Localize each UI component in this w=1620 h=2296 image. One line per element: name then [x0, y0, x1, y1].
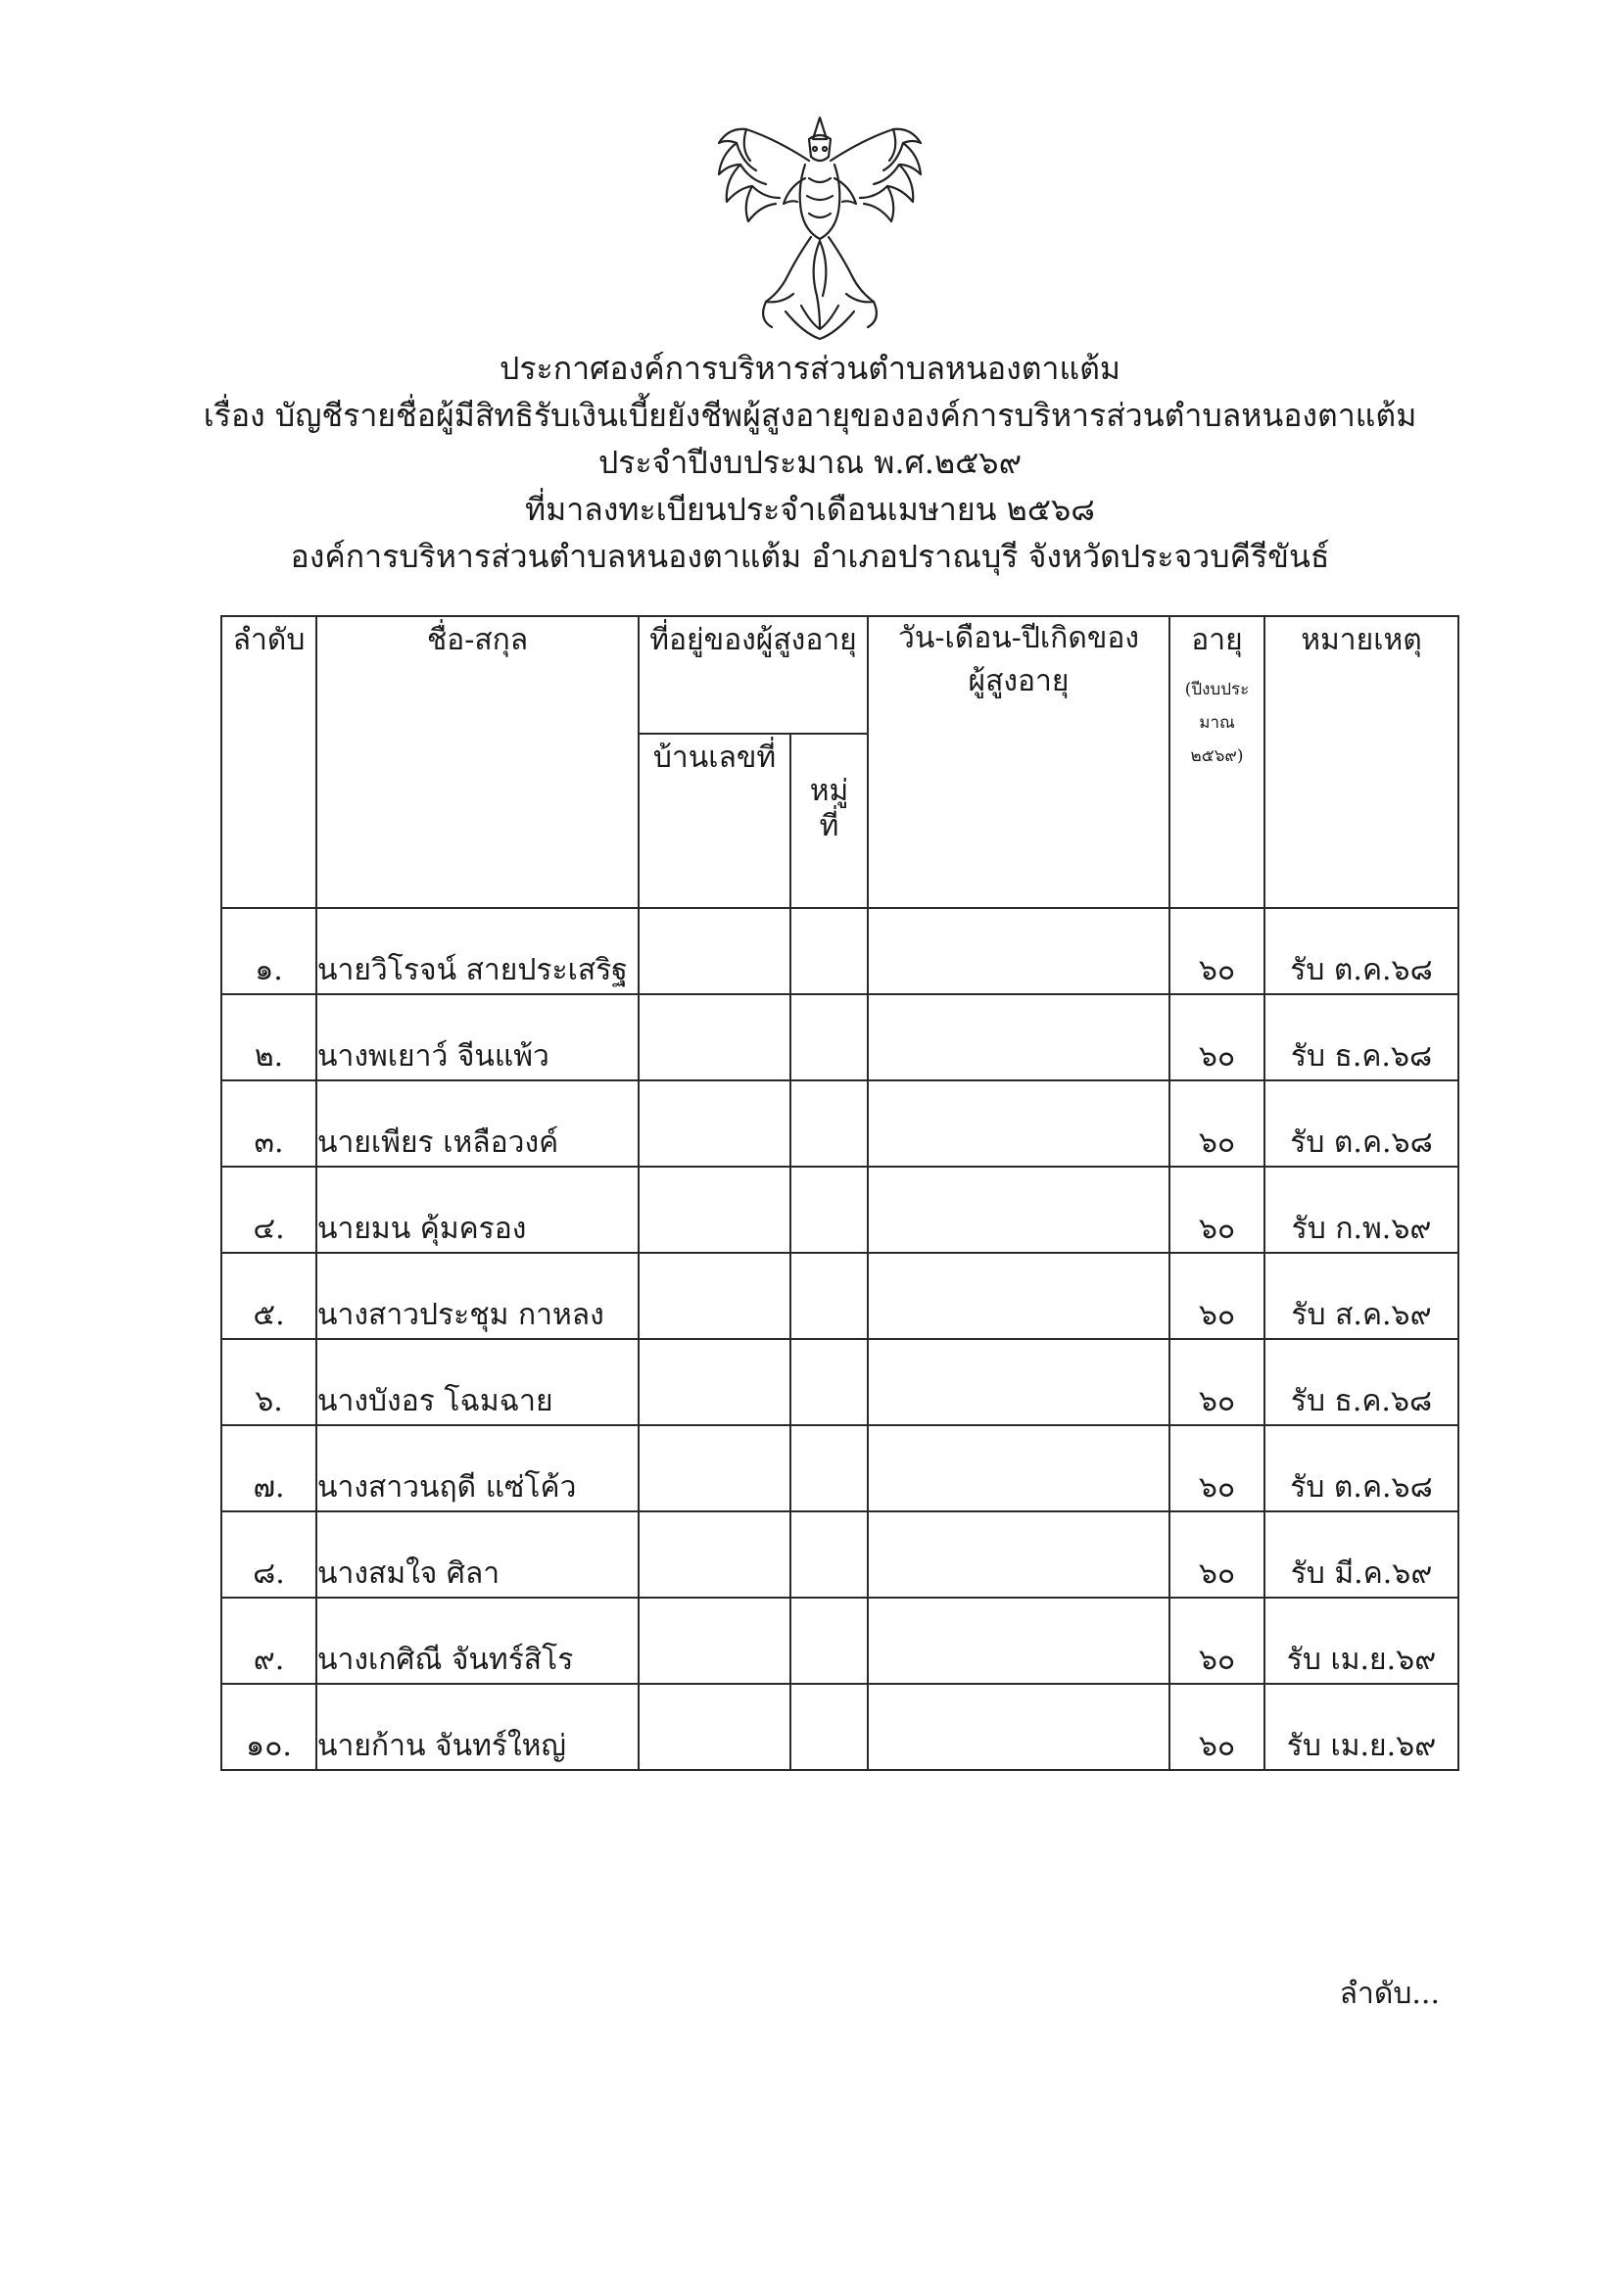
header-age-hint-3: ๒๕๖๙) [1190, 746, 1244, 766]
cell-name: นางสาวนฤดี แซ่โค้ว [316, 1425, 639, 1511]
cell-name: นางสาวประชุม กาหลง [316, 1253, 639, 1339]
cell-house-no [639, 1425, 790, 1511]
cell-note: รับ เม.ย.๖๙ [1264, 1684, 1458, 1770]
cell-birthdate [868, 1425, 1169, 1511]
cell-birthdate [868, 1511, 1169, 1598]
cell-note: รับ ก.พ.๖๙ [1264, 1167, 1458, 1253]
table-row [221, 1511, 1458, 1598]
cell-moo [790, 994, 868, 1080]
cell-house-no [639, 994, 790, 1080]
garuda-emblem [707, 110, 932, 345]
cell-name: นางพเยาว์ จีนแพ้ว [316, 994, 639, 1080]
cell-birthdate [868, 1253, 1169, 1339]
cell-birthdate [868, 1167, 1169, 1253]
header-age [1169, 616, 1264, 908]
cell-house-no [639, 1080, 790, 1167]
cell-age: ๖๐ [1169, 1339, 1264, 1425]
cell-seq: ๖. [221, 1339, 316, 1425]
cell-age: ๖๐ [1169, 1167, 1264, 1253]
table-row [221, 1080, 1458, 1167]
header-age-label: อายุ [1191, 623, 1243, 657]
cell-moo [790, 1684, 868, 1770]
heading-line-4: ที่มาลงทะเบียนประจำเดือนเมษายน ๒๕๖๘ [525, 491, 1095, 528]
header-age-hint-1: (ปีงบประ [1184, 680, 1250, 699]
table-row [221, 1684, 1458, 1770]
cell-house-no [639, 1253, 790, 1339]
cell-seq: ๗. [221, 1425, 316, 1511]
cell-note: รับ ต.ค.๖๘ [1264, 1425, 1458, 1511]
cell-house-no [639, 1339, 790, 1425]
cell-note: รับ ธ.ค.๖๘ [1264, 1339, 1458, 1425]
cell-age: ๖๐ [1169, 1684, 1264, 1770]
table-row [221, 1339, 1458, 1425]
table-row [221, 1253, 1458, 1339]
cell-name: นางบังอร โฉมฉาย [316, 1339, 639, 1425]
cell-note: รับ ส.ค.๖๙ [1264, 1253, 1458, 1339]
cell-birthdate [868, 1080, 1169, 1167]
cell-moo [790, 1598, 868, 1684]
cell-seq: ๕. [221, 1253, 316, 1339]
cell-house-no [639, 1598, 790, 1684]
cell-moo [790, 1511, 868, 1598]
cell-age: ๖๐ [1169, 1253, 1264, 1339]
cell-name: นายมน คุ้มครอง [316, 1167, 639, 1253]
cell-house-no [639, 1511, 790, 1598]
heading-line-5: องค์การบริหารส่วนตำบลหนองตาแต้ม อำเภอปราณบุรี จังหวัดประจวบคีรีขันธ์ [290, 538, 1330, 575]
cell-name: นางสมใจ ศิลา [316, 1511, 639, 1598]
cell-moo [790, 908, 868, 994]
cell-birthdate [868, 1339, 1169, 1425]
table-row [221, 994, 1458, 1080]
header-age-hint-2: มาณ [1199, 713, 1235, 733]
cell-seq: ๒. [221, 994, 316, 1080]
cell-seq: ๘. [221, 1511, 316, 1598]
header-note: หมายเหตุ [1264, 616, 1458, 908]
header-moo-line-1: หมู่ [809, 774, 849, 808]
header-moo [790, 734, 868, 908]
header-seq: ลำดับ [221, 616, 316, 908]
cell-moo [790, 1167, 868, 1253]
cell-age: ๖๐ [1169, 1598, 1264, 1684]
cell-moo [790, 1253, 868, 1339]
cell-age: ๖๐ [1169, 1511, 1264, 1598]
cell-age: ๖๐ [1169, 994, 1264, 1080]
cell-age: ๖๐ [1169, 1425, 1264, 1511]
table-row [221, 908, 1458, 994]
cell-name: นายเพียร เหลือวงค์ [316, 1080, 639, 1167]
cell-seq: ๔. [221, 1167, 316, 1253]
heading-line-1: ประกาศองค์การบริหารส่วนตำบลหนองตาแต้ม [500, 350, 1120, 387]
cell-note: รับ มี.ค.๖๙ [1264, 1511, 1458, 1598]
cell-house-no [639, 1167, 790, 1253]
cell-house-no [639, 908, 790, 994]
header-name: ชื่อ-สกุล [316, 616, 639, 908]
cell-note: รับ ต.ค.๖๘ [1264, 908, 1458, 994]
elderly-allowance-table [220, 615, 1459, 1771]
cell-name: นายก้าน จันทร์ใหญ่ [316, 1684, 639, 1770]
document-heading [0, 345, 1620, 580]
table-header-row [221, 616, 1458, 734]
cell-name: นางเกศิณี จันทร์สิโร [316, 1598, 639, 1684]
cell-seq: ๙. [221, 1598, 316, 1684]
cell-moo [790, 1425, 868, 1511]
cell-birthdate [868, 908, 1169, 994]
cell-house-no [639, 1684, 790, 1770]
header-moo-line-2: ที่ [819, 809, 839, 843]
cell-seq: ๑๐. [221, 1684, 316, 1770]
cell-note: รับ ต.ค.๖๘ [1264, 1080, 1458, 1167]
heading-line-3: ประจำปีงบประมาณ พ.ศ.๒๕๖๙ [597, 444, 1023, 481]
header-address: ที่อยู่ของผู้สูงอายุ [639, 616, 868, 734]
cell-age: ๖๐ [1169, 1080, 1264, 1167]
cell-age: ๖๐ [1169, 908, 1264, 994]
table-row [221, 1598, 1458, 1684]
header-house-no: บ้านเลขที่ [639, 734, 790, 908]
table-row [221, 1167, 1458, 1253]
cell-seq: ๑. [221, 908, 316, 994]
header-birthdate [868, 616, 1169, 908]
cell-note: รับ ธ.ค.๖๘ [1264, 994, 1458, 1080]
cell-birthdate [868, 1684, 1169, 1770]
header-birthdate-line-2: ผู้สูงอายุ [968, 664, 1070, 698]
continuation-marker: ลำดับ... [1339, 1977, 1440, 2011]
table-row [221, 1425, 1458, 1511]
cell-seq: ๓. [221, 1080, 316, 1167]
header-birthdate-line-1: วัน-เดือน-ปีเกิดของ [897, 621, 1139, 655]
cell-note: รับ เม.ย.๖๙ [1264, 1598, 1458, 1684]
cell-birthdate [868, 994, 1169, 1080]
cell-birthdate [868, 1598, 1169, 1684]
cell-moo [790, 1080, 868, 1167]
cell-name: นายวิโรจน์ สายประเสริฐ [316, 908, 639, 994]
heading-line-2: เรื่อง บัญชีรายชื่อผู้มีสิทธิรับเงินเบี้ยยังชีพผู้สูงอายุขององค์การบริหารส่วนตำบลหนองตาแต้ม [203, 397, 1417, 434]
cell-moo [790, 1339, 868, 1425]
